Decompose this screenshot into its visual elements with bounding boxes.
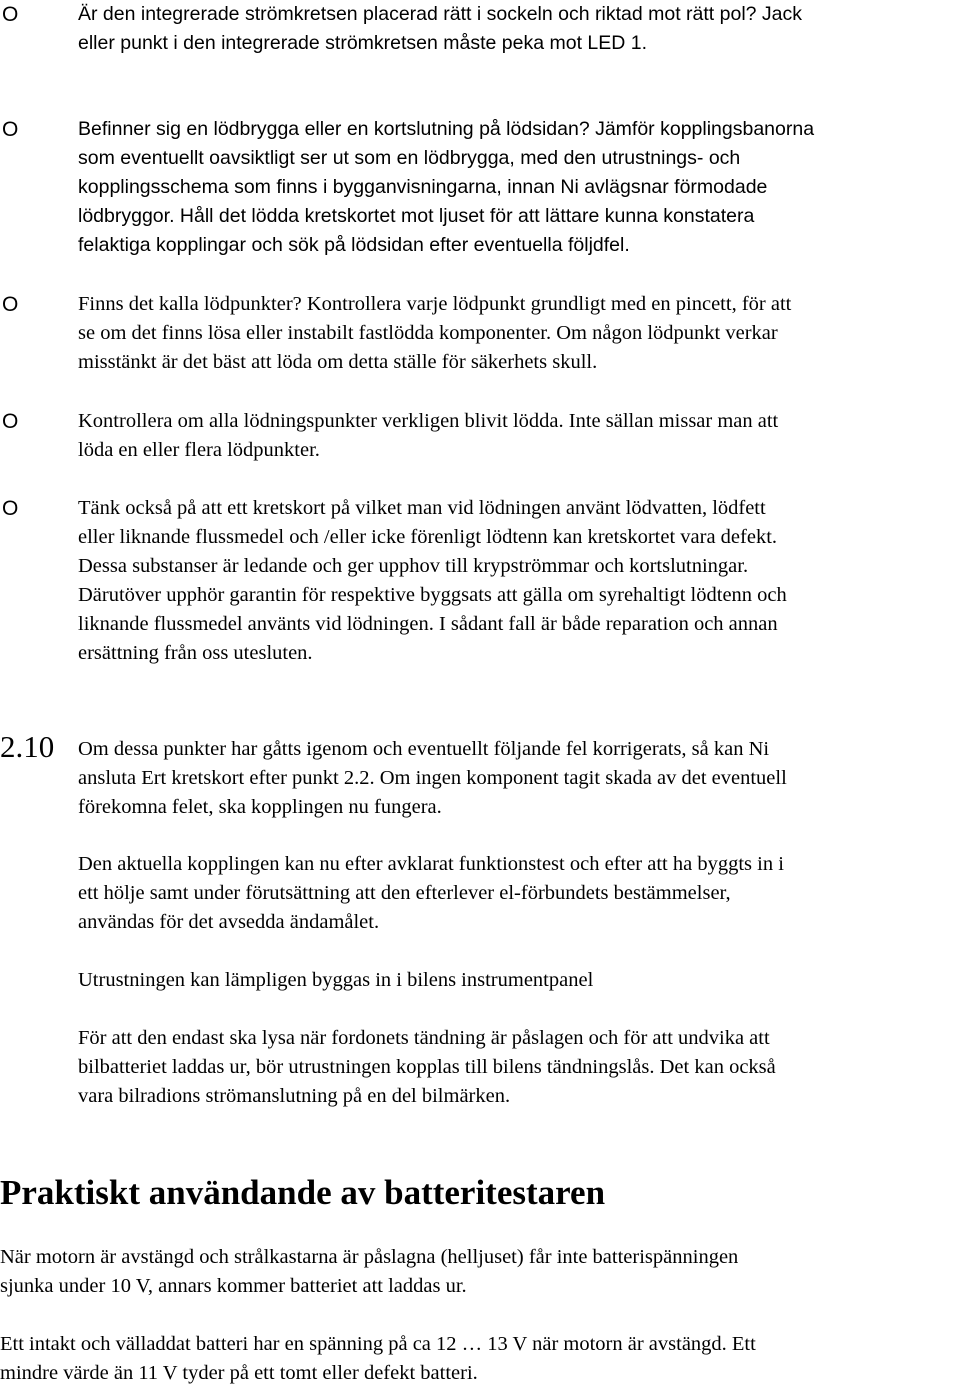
text-line: som eventuellt oavsiktligt ser ut som en lödbrygga, med den utrustnings- och: [78, 147, 741, 169]
section-paragraph: [78, 1024, 958, 1111]
text-line: Tänk också på att ett kretskort på vilket man vid lödningen använt lödvatten, lödfett: [78, 497, 766, 519]
text-line: ansluta Ert kretskort efter punkt 2.2. Om ingen komponent tagit skada av det eventuell: [78, 767, 787, 789]
circle-bullet-icon: O: [2, 118, 19, 141]
text-line: Befinner sig en lödbrygga eller en kortslutning på lödsidan? Jämför kopplingsbanorna: [78, 118, 815, 140]
text-line: När motorn är avstängd och strålkastarna är påslagna (helljuset) får inte batterispänningen: [0, 1246, 739, 1268]
checklist-item-flux-warning: [0, 494, 960, 668]
section-heading: Praktiskt användande av batteritestaren: [0, 1173, 606, 1212]
body-paragraph: [0, 1330, 960, 1388]
text-line: Är den integrerade strömkretsen placerad rätt i sockeln och riktad mot rätt pol? Jack: [78, 3, 803, 25]
text-line: lödbryggor. Håll det lödda kretskortet mot ljuset för att lättare kunna konstatera: [78, 205, 755, 227]
circle-bullet-icon: O: [2, 410, 19, 433]
text-line: mindre värde än 11 V tyder på ett tomt eller defekt batteri.: [0, 1362, 478, 1384]
section-number: 2.10: [0, 729, 55, 764]
checklist-item-solder-bridge: [0, 115, 960, 260]
text-line: löda en eller flera lödpunkter.: [78, 439, 320, 461]
text-line: Dessa substanser är ledande och ger upphov till krypströmmar och kortslutningar.: [78, 555, 749, 577]
checklist-item-socket-orientation: [0, 0, 960, 58]
text-line: ersättning från oss utesluten.: [78, 642, 313, 664]
checklist-item-text: [78, 290, 958, 377]
circle-bullet-icon: O: [2, 497, 19, 520]
body-paragraph: [0, 1243, 960, 1301]
checklist-item-text: [78, 115, 958, 260]
text-line: misstänkt är det bäst att löda om detta ställe för säkerhets skull.: [78, 351, 598, 373]
text-line: felaktiga kopplingar och sök på lödsidan efter eventuella följdfel.: [78, 234, 630, 256]
text-line: eller punkt i den integrerade strömkretsen måste peka mot LED 1.: [78, 32, 648, 54]
checklist-item-text: [78, 0, 958, 58]
text-line: Den aktuella kopplingen kan nu efter avklarat funktionstest och efter att ha byggts in i: [78, 853, 784, 875]
section-paragraph: [78, 966, 958, 995]
text-line: vara bilradions strömanslutning på en del bilmärken.: [78, 1085, 511, 1107]
text-line: eller liknande flussmedel och /eller icke förenligt lödtenn kan kretskortet vara defekt.: [78, 526, 778, 548]
text-line: Utrustningen kan lämpligen byggas in i bilens instrumentpanel: [78, 969, 594, 991]
circle-bullet-icon: O: [2, 3, 19, 26]
text-line: Finns det kalla lödpunkter? Kontrollera varje lödpunkt grundligt med en pincett, för att: [78, 293, 792, 315]
checklist-item-text: [78, 494, 958, 668]
text-line: förekomna felet, ska kopplingen nu fungera.: [78, 796, 442, 818]
circle-bullet-icon: O: [2, 293, 19, 316]
section-paragraph: [78, 735, 958, 822]
text-line: Kontrollera om alla lödningspunkter verkligen blivit lödda. Inte sällan missar man att: [78, 410, 779, 432]
text-line: användas för det avsedda ändamålet.: [78, 911, 380, 933]
text-line: För att den endast ska lysa när fordonets tändning är påslagen och för att undvika att: [78, 1027, 770, 1049]
text-line: sjunka under 10 V, annars kommer batteriet att laddas ur.: [0, 1275, 467, 1297]
text-line: bilbatteriet laddas ur, bör utrustningen kopplas till bilens tändningslås. Det kan också: [78, 1056, 776, 1078]
text-line: kopplingsschema som finns i bygganvisningarna, innan Ni avlägsnar förmodade: [78, 176, 768, 198]
checklist-item-cold-solder: [0, 290, 960, 377]
text-line: Därutöver upphör garantin för respektive byggsats att gälla om syrehaltigt lödtenn och: [78, 584, 787, 606]
text-line: Om dessa punkter har gåtts igenom och eventuellt följande fel korrigerats, så kan Ni: [78, 738, 770, 760]
text-line: Ett intakt och välladdat batteri har en spänning på ca 12 … 13 V när motorn är avstängd. Ett: [0, 1333, 756, 1355]
checklist-item-all-soldered: [0, 407, 960, 465]
text-line: ett hölje samt under förutsättning att den efterlever el-förbundets bestämmelser,: [78, 882, 731, 904]
text-line: liknande flussmedel använts vid lödningen. I sådant fall är både reparation och annan: [78, 613, 778, 635]
text-line: se om det finns lösa eller instabilt fastlödda komponenter. Om någon lödpunkt verkar: [78, 322, 778, 344]
checklist-item-text: [78, 407, 958, 465]
section-paragraph: [78, 850, 958, 937]
